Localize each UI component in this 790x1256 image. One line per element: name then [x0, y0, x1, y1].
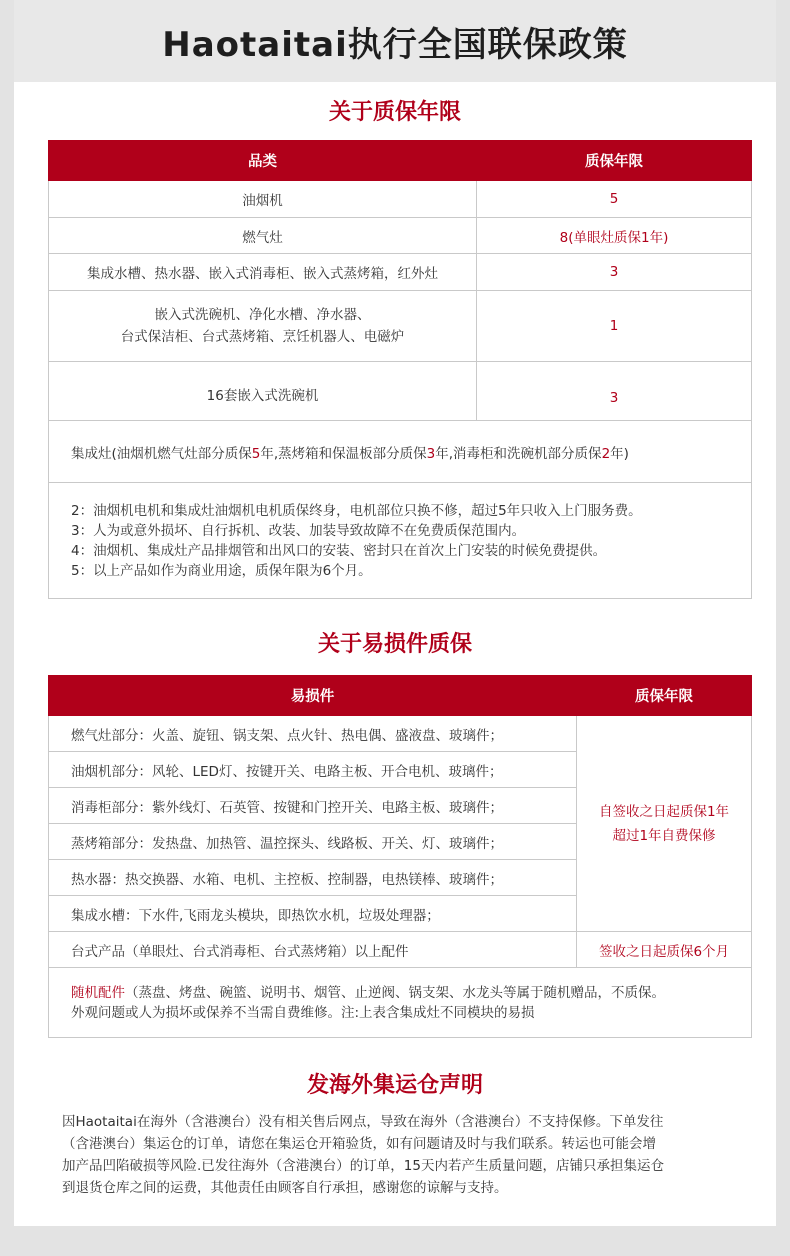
warranty-notes: [49, 483, 752, 599]
overseas-section-title: 发海外集运仓声明: [306, 1073, 483, 1098]
note-line: 3：人为或意外损坏、自行拆机、改装、加装导致故障不在免费质保范围内。: [71, 522, 526, 539]
warranty-table-header: [49, 141, 752, 181]
category-cell: 燃气灶: [49, 218, 477, 254]
table-row: [49, 362, 752, 421]
years-line: 超过1年自费保修: [612, 827, 716, 844]
column-header-part: 易损件: [49, 676, 577, 716]
part-cell: 燃气灶部分：火盖、旋钮、锅支架、点火针、热电偶、盛液盘、玻璃件；: [49, 716, 577, 752]
accessory-note-row: [49, 968, 752, 1038]
note-text: 年): [610, 445, 629, 462]
overseas-statement: [62, 1111, 742, 1199]
parts-table: [48, 675, 752, 1038]
statement-line: 因Haotaitai在海外（含港澳台）没有相关售后网点，导致在海外（含港澳台）不支持保修。下单发往: [62, 1114, 664, 1130]
years-cell: 3: [477, 254, 752, 291]
table-row: [49, 716, 752, 752]
table-row: [49, 254, 752, 291]
statement-line: 到退货仓库之间的运费，其他责任由顾客自行承担，感谢您的谅解与支持。: [62, 1180, 508, 1196]
years-cell: 5: [477, 181, 752, 218]
integrated-stove-note-row: [49, 421, 752, 483]
warranty-table: [48, 140, 752, 599]
part-cell: 台式产品（单眼灶、台式消毒柜、台式蒸烤箱）以上配件: [49, 932, 577, 968]
part-cell: 热水器：热交换器、水箱、电机、主控板、控制器，电热镁棒、玻璃件；: [49, 860, 577, 896]
parts-table-header: [49, 676, 752, 716]
category-line: 嵌入式洗碗机、净化水槽、净水器、: [154, 307, 371, 323]
years-cell: 8(单眼灶质保1年): [477, 218, 752, 254]
years-line: 自签收之日起质保1年: [598, 803, 730, 820]
page-header: [14, 0, 776, 82]
table-row: [49, 181, 752, 218]
column-header-category: 品类: [49, 141, 477, 181]
warranty-section-title: 关于质保年限: [328, 100, 461, 125]
merged-years-cell: [577, 716, 752, 932]
note-line: [71, 983, 729, 1003]
years-cell: 1: [477, 291, 752, 362]
note-text: 年,消毒柜和洗碗机部分质保: [435, 445, 602, 462]
parts-section-title: 关于易损件质保: [317, 632, 472, 657]
table-row: [49, 291, 752, 362]
table-row: [49, 218, 752, 254]
accessory-highlight: 随机配件: [71, 984, 125, 1001]
years-cell: 签收之日起质保6个月: [577, 932, 752, 968]
column-header-years: 质保年限: [477, 141, 752, 181]
table-row: [49, 932, 752, 968]
note-number: 5: [251, 445, 261, 462]
page: [14, 0, 776, 1226]
integrated-stove-note: [49, 421, 752, 483]
category-cell: [49, 291, 477, 362]
accessory-note: [49, 968, 752, 1038]
note-line: 4：油烟机、集成灶产品排烟管和出风口的安装、密封只在首次上门安装的时候免费提供。: [71, 542, 607, 559]
note-text: （蒸盘、烤盘、碗篮、说明书、烟管、止逆阀、锅支架、水龙头等属于随机赠品，不质保。: [125, 984, 665, 1001]
part-cell: 集成水槽：下水件,飞雨龙头模块，即热饮水机，垃圾处理器；: [49, 896, 577, 932]
note-line: 外观问题或人为损坏或保养不当需自费维修。注:上表含集成灶不同模块的易损: [71, 1004, 535, 1021]
page-title: Haotaitai执行全国联保政策: [162, 24, 628, 65]
category-line: 台式保洁柜、台式蒸烤箱、烹饪机器人、电磁炉: [120, 329, 405, 345]
note-text: 年,蒸烤箱和保温板部分质保: [260, 445, 427, 462]
category-cell: 16套嵌入式洗碗机: [49, 362, 477, 421]
note-line: 2：油烟机电机和集成灶油烟机电机质保终身，电机部位只换不修，超过5年只收入上门服务费。: [71, 502, 642, 519]
note-number: 3: [426, 445, 436, 462]
note-text: 集成灶(油烟机燃气灶部分质保: [71, 445, 252, 462]
note-line: 5：以上产品如作为商业用途，质保年限为6个月。: [71, 562, 372, 579]
statement-line: 加产品凹陷破损等风险.已发往海外（含港澳台）的订单，15天内若产生质量问题，店铺只承担集运仓: [62, 1158, 664, 1174]
category-cell: 油烟机: [49, 181, 477, 218]
column-header-years: 质保年限: [577, 676, 752, 716]
category-cell: 集成水槽、热水器、嵌入式消毒柜、嵌入式蒸烤箱，红外灶: [49, 254, 477, 291]
part-cell: 蒸烤箱部分：发热盘、加热管、温控探头、线路板、开关、灯、玻璃件；: [49, 824, 577, 860]
years-cell: 3: [477, 362, 752, 421]
part-cell: 油烟机部分：风轮、LED灯、按键开关、电路主板、开合电机、玻璃件；: [49, 752, 577, 788]
part-cell: 消毒柜部分：紫外线灯、石英管、按键和门控开关、电路主板、玻璃件；: [49, 788, 577, 824]
warranty-notes-row: [49, 483, 752, 599]
statement-line: （含港澳台）集运仓的订单，请您在集运仓开箱验货，如有问题请及时与我们联系。转运也可能会增: [62, 1136, 656, 1152]
note-number: 2: [601, 445, 611, 462]
